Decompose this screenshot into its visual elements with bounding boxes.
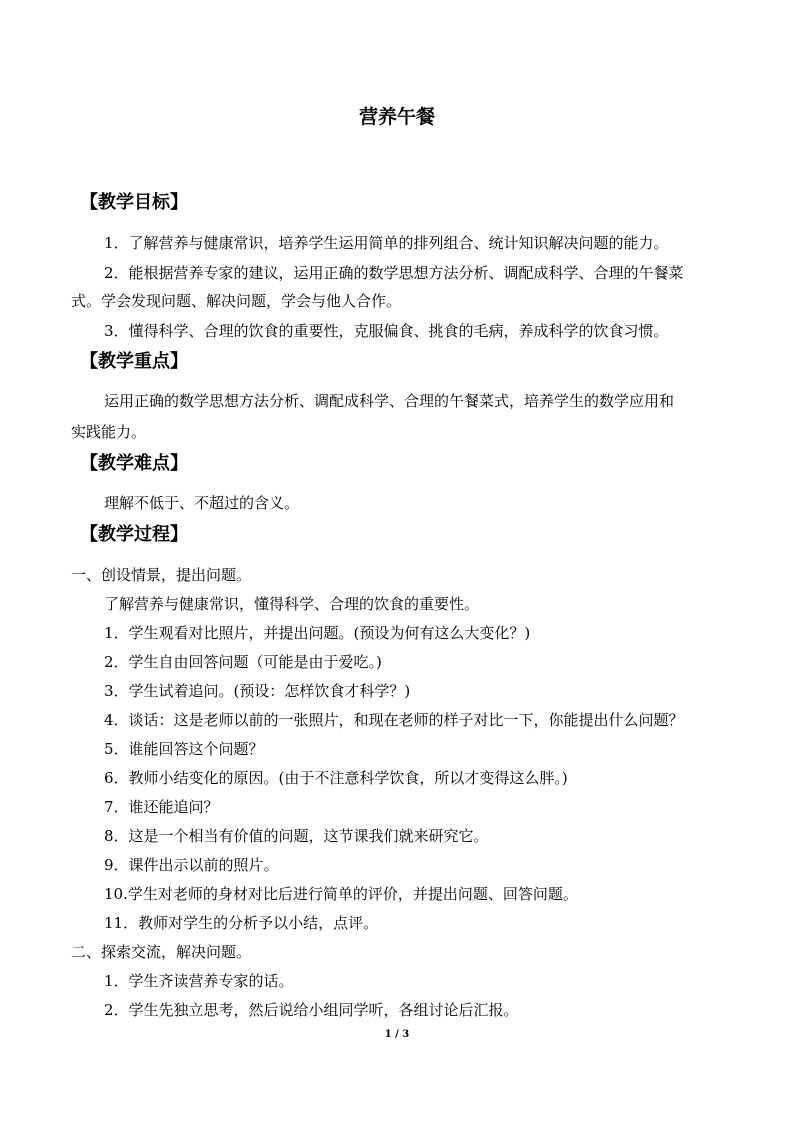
difficulty-line: 理解不低于、不超过的含义。 [104, 494, 300, 512]
process-part-title: 一、创设情景，提出问题。 [71, 566, 252, 584]
process-intro: 了解营养与健康常识，懂得科学、合理的饮食的重要性。 [104, 595, 480, 613]
process-item: 8．这是一个相当有价值的问题，这节课我们就来研究它。 [104, 827, 489, 845]
process-item: 6．教师小结变化的原因。(由于不注意科学饮食，所以才变得这么胖。) [104, 769, 568, 787]
process-item: 7．谁还能追问？ [104, 798, 219, 816]
section-heading-key-points: 【教学重点】 [80, 351, 188, 372]
process-item: 2．学生先独立思考，然后说给小组同学听，各组讨论后汇报。 [104, 1001, 519, 1019]
section-heading-process: 【教学过程】 [80, 524, 188, 545]
objective-line: 1．了解营养与健康常识，培养学生运用简单的排列组合、统计知识解决问题的能力。 [104, 234, 669, 252]
process-item: 1．学生观看对比照片，并提出问题。(预设为何有这么大变化？) [104, 624, 531, 642]
process-item: 1．学生齐读营养专家的话。 [104, 972, 294, 990]
key-point-line: 实践能力。 [71, 423, 147, 441]
process-item: 11．教师对学生的分析予以小结，点评。 [104, 914, 379, 932]
process-item: 2．学生自由回答问题（可能是由于爱吃。) [104, 653, 382, 671]
process-item: 4．谈话：这是老师以前的一张照片，和现在老师的样子对比一下，你能提出什么问题？ [104, 711, 684, 729]
section-heading-difficulties: 【教学难点】 [80, 453, 188, 474]
process-item: 10.学生对老师的身材对比后进行简单的评价，并提出问题、回答问题。 [104, 885, 578, 903]
page-title: 营养午餐 [358, 106, 435, 128]
process-item: 5．谁能回答这个问题？ [104, 740, 264, 758]
page-number: 1 / 3 [384, 1029, 410, 1040]
section-heading-objectives: 【教学目标】 [80, 192, 188, 213]
objective-line: 3．懂得科学、合理的饮食的重要性，克服偏食、挑食的毛病，养成科学的饮食习惯。 [104, 322, 669, 340]
objective-line: 2．能根据营养专家的建议，运用正确的数学思想方法分析、调配成科学、合理的午餐菜 [104, 264, 684, 282]
process-item: 9．课件出示以前的照片。 [104, 856, 279, 874]
key-point-line: 运用正确的数学思想方法分析、调配成科学、合理的午餐菜式，培养学生的数学应用和 [104, 392, 675, 410]
objective-line: 式。学会发现问题、解决问题，学会与他人合作。 [71, 292, 402, 310]
process-item: 3．学生试着追问。(预设：怎样饮食才科学？) [104, 682, 411, 700]
process-part-title: 二、探索交流，解决问题。 [71, 943, 252, 961]
